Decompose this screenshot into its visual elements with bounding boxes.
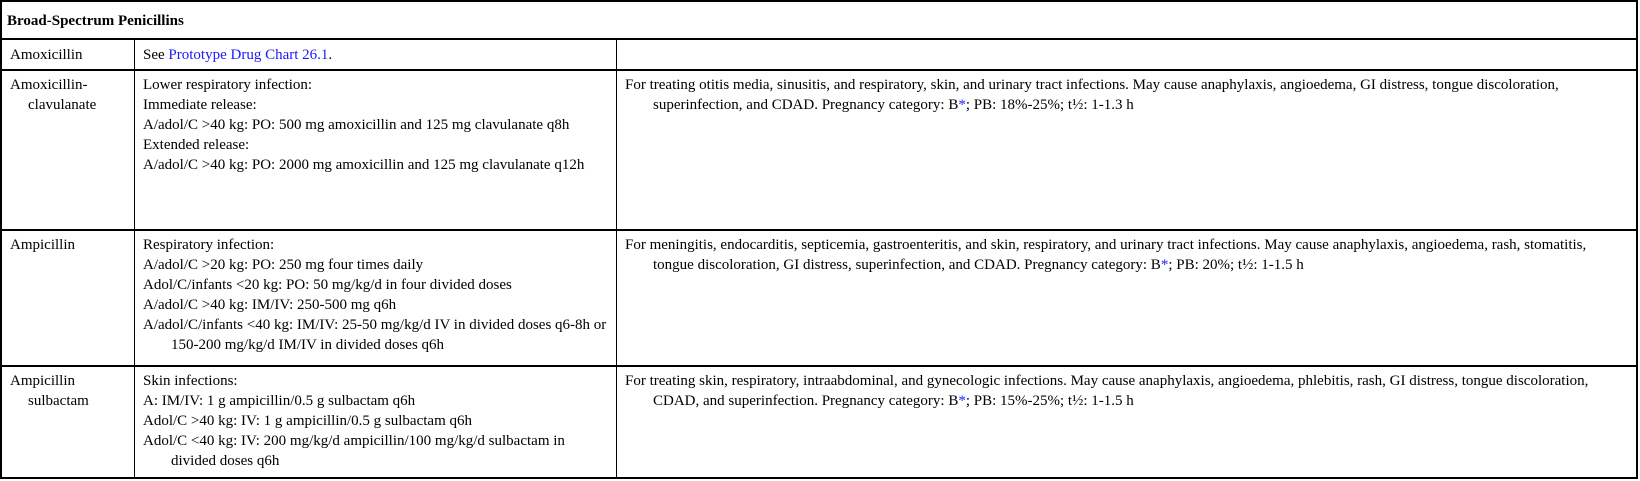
drug-name: Ampicillin — [10, 237, 75, 253]
dosage-prefix: See — [143, 47, 169, 63]
dosage-line: Adol/C/infants <20 kg: PO: 50 mg/kg/d in four divided doses — [143, 277, 512, 293]
drug-name-cell — [2, 71, 135, 229]
table-row — [2, 71, 1636, 231]
notes-main: For treating otitis media, sinusitis, and respiratory, skin, and urinary tract infections. May cause anaphylaxis, angioedema, GI distress, tongue discoloration, superinfection, and CDAD. Pregnancy category: B — [625, 77, 1559, 113]
table-row — [2, 231, 1636, 367]
dosage-line: A/adol/C >40 kg: PO: 2000 mg amoxicillin and 125 mg clavulanate q12h — [143, 157, 585, 173]
notes-text — [625, 235, 1628, 275]
dosage-line: Adol/C <40 kg: IV: 200 mg/kg/d ampicillin/100 mg/kg/d sulbactam in divided doses q6h — [143, 433, 565, 469]
notes-pk: ; PB: 20%; t½: 1-1.5 h — [1168, 257, 1304, 273]
drug-name-cell — [2, 367, 135, 479]
dosage-line: Skin infections: — [143, 373, 238, 389]
dosage-cell — [135, 40, 617, 69]
table-title: Broad-Spectrum Penicillins — [2, 2, 1636, 40]
table-row — [2, 40, 1636, 71]
notes-main: For treating skin, respiratory, intraabdominal, and gynecologic infections. May cause anaphylaxis, angioedema, phlebitis, rash, GI distress, tongue discoloration, CDAD, and superinfection. Pregnancy category: B — [625, 373, 1589, 409]
dosage-line: Extended release: — [143, 137, 250, 153]
prototype-drug-chart-link[interactable]: Prototype Drug Chart 26.1 — [168, 47, 329, 63]
dosage-cell — [135, 231, 617, 365]
notes-cell — [617, 40, 1636, 69]
dosage-line: A: IM/IV: 1 g ampicillin/0.5 g sulbactam q6h — [143, 393, 416, 409]
notes-text — [625, 371, 1628, 411]
drug-name-cell — [2, 231, 135, 365]
dosage-suffix: . — [328, 47, 333, 63]
drug-name: Amoxicillin — [10, 47, 83, 63]
dosage-line: Respiratory infection: — [143, 237, 275, 253]
footnote-star-link[interactable]: * — [958, 393, 966, 409]
drug-name-line-1: Ampicillin — [10, 373, 75, 389]
notes-cell — [617, 231, 1636, 365]
footnote-star-link[interactable]: * — [1160, 257, 1169, 273]
drug-name-line-2: clavulanate — [28, 97, 97, 113]
drug-name-line-2: sulbactam — [28, 393, 89, 409]
notes-main: For meningitis, endocarditis, septicemia, gastroenteritis, and skin, respiratory, and urinary tract infections. May cause anaphylaxis, angioedema, rash, stomatitis, tongue discoloration, GI distress, superinfection, and CDAD. Pregnancy category: B — [625, 237, 1587, 273]
dosage-cell — [135, 71, 617, 229]
notes-pk: ; PB: 15%-25%; t½: 1-1.5 h — [965, 393, 1134, 409]
dosage-line: Immediate release: — [143, 97, 257, 113]
table-row — [2, 367, 1636, 479]
drug-name-cell — [2, 40, 135, 69]
dosage-line: Lower respiratory infection: — [143, 77, 313, 93]
dosage-line: Adol/C >40 kg: IV: 1 g ampicillin/0.5 g sulbactam q6h — [143, 413, 472, 429]
dosage-line: A/adol/C/infants <40 kg: IM/IV: 25-50 mg/kg/d IV in divided doses q6-8h or 150-200 mg/kg/d IM/IV in divided doses q6h — [143, 317, 607, 353]
notes-pk: ; PB: 18%-25%; t½: 1-1.3 h — [965, 97, 1134, 113]
notes-cell — [617, 71, 1636, 229]
notes-cell — [617, 367, 1636, 479]
dosage-line: A/adol/C >40 kg: PO: 500 mg amoxicillin and 125 mg clavulanate q8h — [143, 117, 570, 133]
dosage-line: A/adol/C >40 kg: IM/IV: 250-500 mg q6h — [143, 297, 397, 313]
notes-text — [625, 75, 1628, 115]
dosage-cell — [135, 367, 617, 479]
footnote-star-link[interactable]: * — [958, 97, 966, 113]
dosage-line: A/adol/C >20 kg: PO: 250 mg four times daily — [143, 257, 424, 273]
drug-name-line-1: Amoxicillin- — [10, 77, 88, 93]
